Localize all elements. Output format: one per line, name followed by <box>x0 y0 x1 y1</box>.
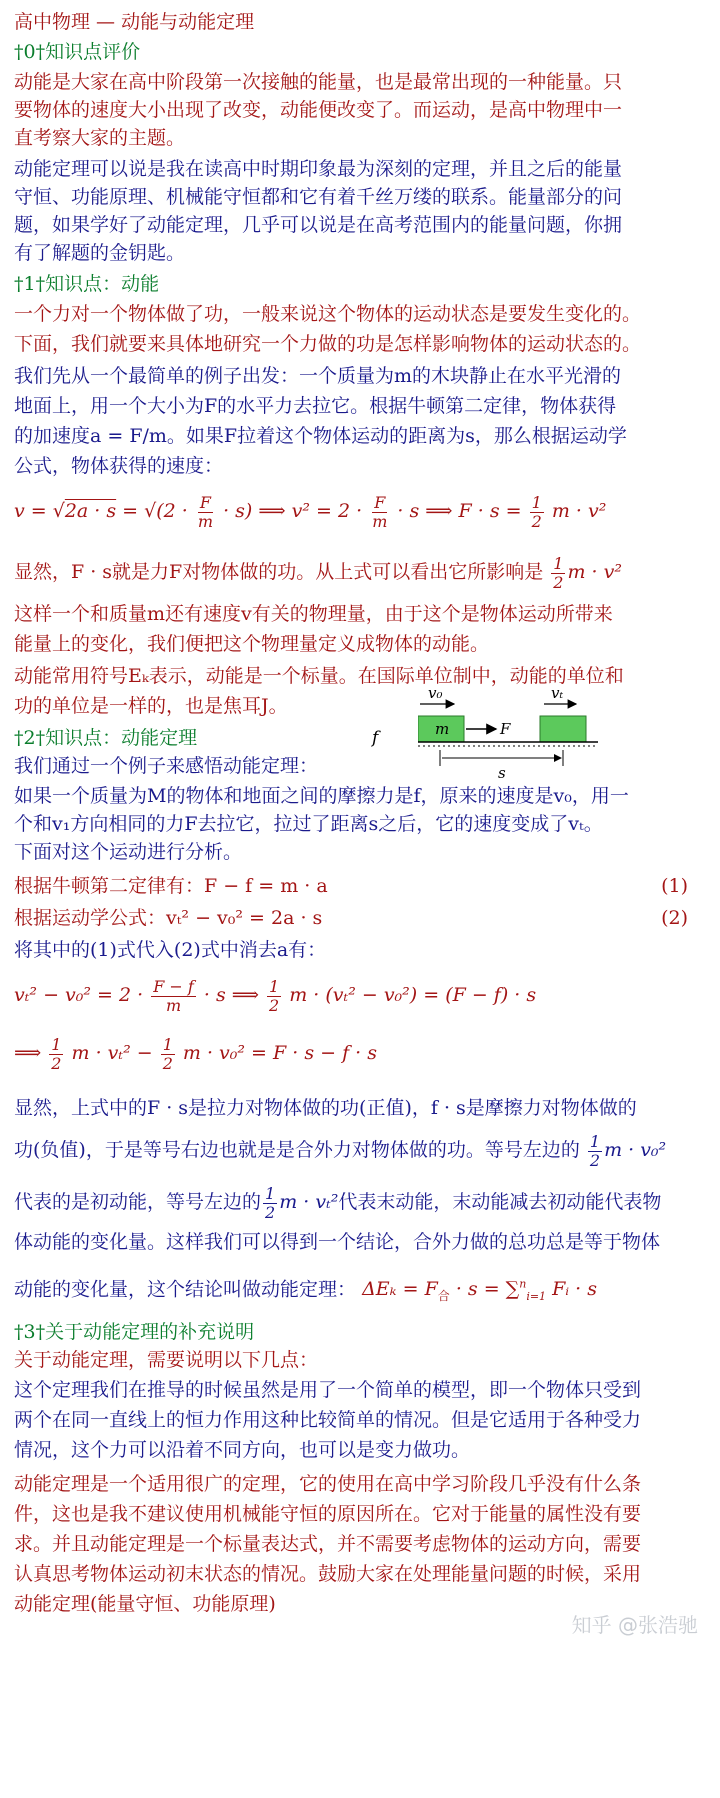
paragraph-line: 这样一个和质量m还有速度v有关的物理量，由于这个是物体运动所带来 <box>14 603 613 625</box>
paragraph-line: 动能常用符号Eₖ表示，动能是一个标量。在国际单位制中，动能的单位和 <box>14 665 624 687</box>
block-final <box>540 716 586 742</box>
paragraph-line: 关于动能定理，需要说明以下几点： <box>14 1349 319 1371</box>
equation-kinematics: 根据运动学公式：vₜ² − v₀² = 2a · s (2) <box>14 904 706 932</box>
paragraph-line: 下面，我们就要来具体地研究一个力做的功是怎样影响物体的运动状态的。 <box>14 333 642 355</box>
paragraph-line: 如果一个质量为M的物体和地面之间的摩擦力是f，原来的速度是v₀，用一 <box>14 785 629 807</box>
paragraph-line: 的加速度a = F/m。如果F拉着这个物体运动的距离为s，那么根据运动学 <box>14 425 627 447</box>
block-diagram <box>418 680 658 780</box>
equation-velocity: v = √2a · s = √(2 · $\frac{F}{m}$ · s) ⟹ v² = 2 · $\frac{F}{m}$ · s ⟹ F · s = $\frac{1}{2}$ m · v² <box>14 492 607 531</box>
paragraph-line: 我们先从一个最简单的例子出发：一个质量为m的木块静止在水平光滑的 <box>14 365 622 387</box>
paragraph-line: 求。并且动能定理是一个标量表达式，并不需要考虑物体的运动方向，需要 <box>14 1533 642 1555</box>
friction-label: f <box>372 728 379 748</box>
paragraph-line: 地面上，用一个大小为F的水平力去拉它。根据牛顿第二定律，物体获得 <box>14 395 617 417</box>
section-heading-2: †2†知识点：动能定理 <box>14 727 198 749</box>
paragraph-line: 动能定理(能量守恒、功能原理) <box>14 1593 276 1615</box>
article-title: 高中物理 — 动能与动能定理 <box>14 11 255 33</box>
paragraph-line: 动能的变化量，这个结论叫做动能定理： $\Delta E_k = F_合 \cdot s = \sum^n_{i=1}$ Fᵢ · s <box>14 1278 597 1304</box>
paragraph-line: 显然，上式中的F · s是拉力对物体做的功(正值)，f · s是摩擦力对物体做的 <box>14 1097 637 1119</box>
equation-newton: 根据牛顿第二定律有：F − f = m · a (1) <box>14 872 706 900</box>
paragraph-line: 情况，这个力可以沿着不同方向，也可以是变力做功。 <box>14 1439 471 1461</box>
paragraph-line: 件，这也是我不建议使用机械能守恒的原因所在。它对于能量的属性没有要 <box>14 1503 642 1525</box>
equation-derivation-1: vₜ² − v₀² = 2 · $\frac{F - f}{m}$ · s ⟹ $\frac{1}{2}$ m · (vₜ² − v₀²) = (F − f) · s <box>14 976 537 1015</box>
paragraph-line: 动能定理可以说是我在读高中时期印象最为深刻的定理，并且之后的能量 <box>14 158 623 180</box>
paragraph-line: 显然，F · s就是力F对物体做的功。从上式可以看出它所影响是 $\frac{1}{2}$ m · v² <box>14 553 622 592</box>
section-heading-0: †0†知识点评价 <box>14 41 141 63</box>
section-heading-3: †3†关于动能定理的补充说明 <box>14 1321 255 1343</box>
paragraph-line: 功的单位是一样的，也是焦耳J。 <box>14 695 288 717</box>
paragraph-line: 认真思考物体运动初末状态的情况。鼓励大家在处理能量问题的时候，采用 <box>14 1563 642 1585</box>
paragraph-line: 能量上的变化，我们便把这个物理量定义成物体的动能。 <box>14 633 490 655</box>
paragraph-line: 我们通过一个例子来感悟动能定理： <box>14 755 319 777</box>
paragraph-line: 这个定理我们在推导的时候虽然是用了一个简单的模型，即一个物体只受到 <box>14 1379 642 1401</box>
paragraph-line: 代表的是初动能，等号左边的 $\frac{1}{2}$ m · vₜ²代表末动能，末动能减去初动能代表物 <box>14 1183 662 1222</box>
force-label: F <box>500 720 511 738</box>
vt-label: vₜ <box>551 684 564 702</box>
paragraph-line: 个和v₁方向相同的力F去拉它，拉过了距离s之后，它的速度变成了vₜ。 <box>14 813 603 835</box>
paragraph-line: 有了解题的金钥匙。 <box>14 242 186 264</box>
equation-number: (1) <box>661 875 688 897</box>
v0-label: v₀ <box>428 684 443 702</box>
paragraph-line: 功(负值)，于是等号右边也就是是合外力对物体做的功。等号左边的 $\frac{1}{2}$ m · v₀² <box>14 1131 667 1170</box>
paragraph-line: 两个在同一直线上的恒力作用这种比较简单的情况。但是它适用于各种受力 <box>14 1409 642 1431</box>
section-heading-1: †1†知识点：动能 <box>14 273 160 295</box>
paragraph-line: 体动能的变化量。这样我们可以得到一个结论，合外力做的总功总是等于物体 <box>14 1231 661 1253</box>
paragraph-line: 动能是大家在高中阶段第一次接触的能量，也是最常出现的一种能量。只 <box>14 71 623 93</box>
paragraph-line: 下面对这个运动进行分析。 <box>14 841 243 863</box>
paragraph-line: 一个力对一个物体做了功，一般来说这个物体的运动状态是要发生变化的。 <box>14 303 642 325</box>
equation-derivation-2: ⟹ $\frac{1}{2}$ m · vₜ² − $\frac{1}{2}$ m · v₀² = F · s − f · s <box>14 1034 377 1073</box>
paragraph-line: 要物体的速度大小出现了改变，动能便改变了。而运动，是高中物理中一 <box>14 99 623 121</box>
paragraph-line: 题，如果学好了动能定理，几乎可以说是在高考范围内的能量问题，你拥 <box>14 214 623 236</box>
block-mass-label: m <box>435 720 450 738</box>
paragraph-line: 直考察大家的主题。 <box>14 127 186 149</box>
paragraph-line: 动能定理是一个适用很广的定理，它的使用在高中学习阶段几乎没有什么条 <box>14 1473 642 1495</box>
paragraph-line: 守恒、功能原理、机械能守恒都和它有着千丝万缕的联系。能量部分的问 <box>14 186 623 208</box>
watermark: 知乎 @张浩驰 <box>571 1613 698 1637</box>
paragraph-line: 将其中的(1)式代入(2)式中消去a有： <box>14 939 327 961</box>
paragraph-line: 公式，物体获得的速度： <box>14 455 224 477</box>
equation-number: (2) <box>661 907 688 929</box>
distance-label: s <box>498 764 506 780</box>
